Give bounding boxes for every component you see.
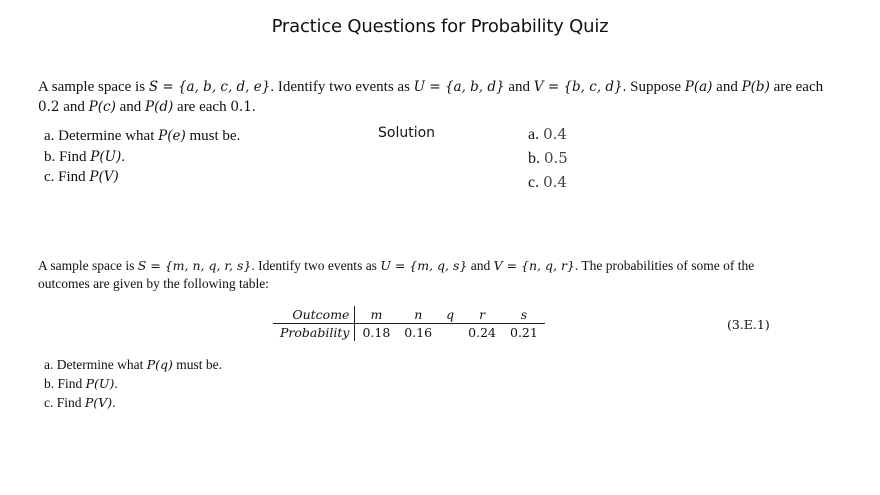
probability-cell: 0.18: [362, 325, 391, 340]
outcome-cell: s: [503, 306, 545, 324]
problem2-question-b: [44, 374, 118, 393]
outcome-cell: m: [355, 306, 397, 324]
text: . Suppose: [622, 79, 685, 95]
answer-value: 0.5: [544, 149, 568, 167]
text: .: [121, 149, 126, 165]
answer-c: [528, 173, 567, 192]
pd-math: P(d): [145, 99, 174, 115]
text: .: [112, 395, 116, 410]
text: .: [114, 376, 118, 391]
text: are each: [769, 79, 824, 95]
text: and: [712, 79, 742, 95]
text: A sample space is: [38, 258, 138, 273]
question-math: P(U): [85, 376, 115, 391]
problem1-statement-line2: [38, 98, 256, 117]
text: must be.: [185, 128, 241, 144]
text: and: [115, 99, 146, 115]
answer-value: 0.4: [543, 125, 567, 143]
value-math: 0.2: [38, 99, 60, 115]
event-v-math: V = {b, c, d}: [533, 79, 623, 95]
text: and: [59, 99, 89, 115]
probability-cell: [439, 324, 461, 342]
event-v-math: V = {n, q, r}: [493, 258, 575, 273]
text: c. Find: [44, 169, 90, 185]
outcome-cell: n: [397, 306, 439, 324]
header-label: Outcome: [273, 306, 355, 324]
question-math: P(V): [84, 395, 113, 410]
text: c. Find: [44, 395, 85, 410]
text: b. Find: [44, 149, 91, 165]
answer-prefix: c.: [528, 174, 544, 191]
outcome-cell: q: [439, 306, 461, 324]
question-math: P(e): [158, 128, 186, 144]
text: and: [467, 258, 494, 273]
problem2-statement-line2: outcomes are given by the following table:: [38, 276, 269, 291]
problem2-question-a: [44, 355, 222, 374]
pa-math: P(a): [684, 79, 713, 95]
text: are each: [173, 99, 231, 115]
question-math: P(V): [89, 169, 119, 185]
problem2-question-c: [44, 393, 115, 412]
text: and: [504, 79, 534, 95]
row-label: Probability: [273, 324, 355, 342]
table-row: [273, 324, 545, 342]
sample-space-math: S = {m, n, q, r, s}: [137, 258, 252, 273]
text: must be.: [172, 357, 223, 372]
answer-b: [528, 149, 568, 168]
solution-label: Solution: [378, 125, 436, 141]
text: b. Find: [44, 376, 86, 391]
problem2-statement-line1: [38, 257, 754, 275]
text: a. Determine what: [44, 128, 159, 144]
text: .: [251, 99, 256, 115]
pb-math: P(b): [741, 79, 770, 95]
text: . The probabilities of some of the: [574, 258, 755, 273]
event-u-math: U = {m, q, s}: [380, 258, 468, 273]
table-header-row: [273, 306, 545, 324]
event-u-math: U = {a, b, d}: [413, 79, 505, 95]
answer-prefix: a.: [528, 126, 544, 143]
answer-a: [528, 125, 567, 144]
answer-prefix: b.: [528, 150, 544, 167]
text: . Identify two events as: [251, 258, 381, 273]
question-math: P(U): [90, 149, 122, 165]
equation-number: (3.E.1): [727, 317, 770, 332]
text: . Identify two events as: [270, 79, 414, 95]
value-math: 0.1: [230, 99, 252, 115]
question-math: P(q): [146, 357, 173, 372]
text: A sample space is: [38, 79, 149, 95]
probability-cell: 0.21: [510, 325, 538, 340]
outcome-probability-table: [273, 306, 545, 341]
page-title: Practice Questions for Probability Quiz: [271, 16, 609, 37]
probability-cell: 0.24: [468, 325, 496, 340]
problem1-question-a: [44, 126, 240, 147]
problem1-question-c: [44, 167, 119, 188]
problem1-statement-line1: [38, 78, 823, 97]
pc-math: P(c): [88, 99, 116, 115]
problem1-question-b: [44, 147, 125, 168]
outcome-cell: r: [461, 306, 503, 324]
text: a. Determine what: [44, 357, 147, 372]
sample-space-math: S = {a, b, c, d, e}: [148, 79, 271, 95]
probability-cell: 0.16: [404, 325, 433, 340]
answer-value: 0.4: [543, 173, 567, 191]
